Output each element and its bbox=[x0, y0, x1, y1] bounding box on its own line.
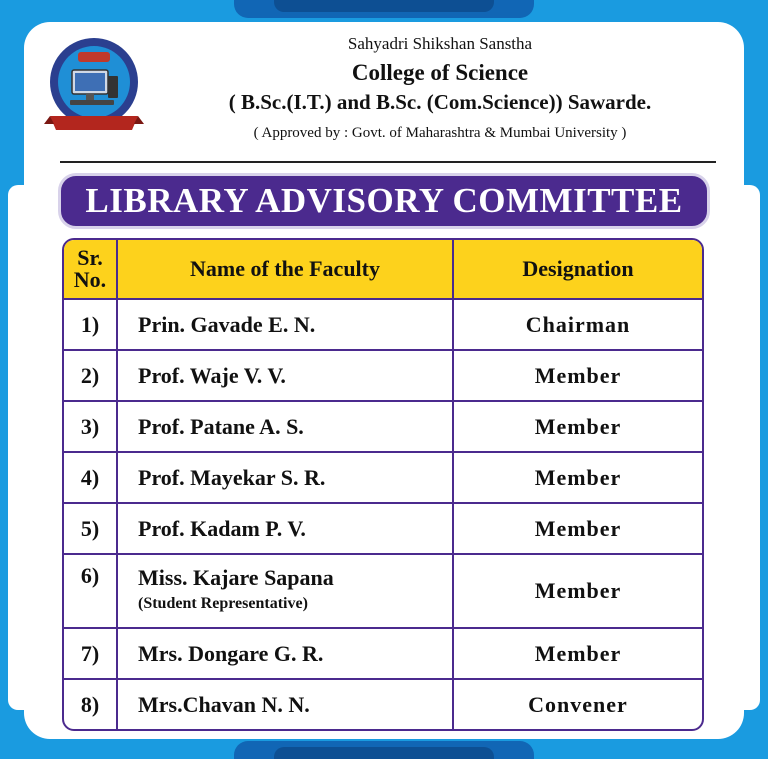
table-row bbox=[64, 680, 702, 729]
college-logo bbox=[44, 36, 144, 136]
row-sr: 5) bbox=[64, 504, 118, 555]
bottom-decoration bbox=[234, 741, 534, 759]
row-name: Miss. Kajare Sapana bbox=[138, 565, 334, 590]
row-designation: Member bbox=[454, 402, 702, 453]
header bbox=[160, 32, 720, 142]
header-sr-line1: Sr. bbox=[77, 245, 103, 270]
row-name-cell bbox=[118, 555, 454, 629]
table-row bbox=[64, 453, 702, 504]
row-designation: Member bbox=[454, 555, 702, 629]
row-name: Prin. Gavade E. N. bbox=[118, 300, 454, 351]
header-divider bbox=[60, 161, 716, 163]
committee-table bbox=[62, 238, 704, 731]
row-name: Prof. Kadam P. V. bbox=[118, 504, 454, 555]
row-sr: 8) bbox=[64, 680, 118, 729]
row-sr: 1) bbox=[64, 300, 118, 351]
row-designation: Member bbox=[454, 629, 702, 680]
table-row bbox=[64, 351, 702, 402]
top-decoration bbox=[234, 0, 534, 18]
row-name: Prof. Patane A. S. bbox=[118, 402, 454, 453]
table-row bbox=[64, 629, 702, 680]
row-sr: 6) bbox=[64, 555, 118, 629]
row-name: Mrs. Dongare G. R. bbox=[118, 629, 454, 680]
table-row bbox=[64, 300, 702, 351]
header-sr-line2: No. bbox=[73, 267, 107, 292]
approval-line: ( Approved by : Govt. of Maharashtra & Mumbai University ) bbox=[253, 125, 627, 141]
table-row bbox=[64, 555, 702, 629]
row-name: Prof. Mayekar S. R. bbox=[118, 453, 454, 504]
header-name: Name of the Faculty bbox=[118, 240, 454, 300]
row-designation: Member bbox=[454, 453, 702, 504]
table-row bbox=[64, 402, 702, 453]
header-designation: Designation bbox=[454, 240, 702, 300]
committee-title-banner: LIBRARY ADVISORY COMMITTEE bbox=[58, 173, 710, 229]
row-designation: Convener bbox=[528, 691, 628, 717]
table-row bbox=[64, 504, 702, 555]
college-name: College of Science bbox=[351, 60, 529, 85]
row-designation: Member bbox=[454, 504, 702, 555]
row-designation: Member bbox=[454, 351, 702, 402]
table-header-row bbox=[64, 240, 702, 300]
row-name: Mrs.Chavan N. N. bbox=[118, 680, 454, 729]
courses-line: ( B.Sc.(I.T.) and B.Sc. (Com.Science)) Sawarde. bbox=[228, 90, 652, 114]
row-name: Prof. Waje V. V. bbox=[118, 351, 454, 402]
organization-name: Sahyadri Shikshan Sanstha bbox=[347, 34, 533, 53]
row-sr: 7) bbox=[64, 629, 118, 680]
row-designation: Chairman bbox=[454, 300, 702, 351]
row-sr: 2) bbox=[64, 351, 118, 402]
row-sr: 4) bbox=[64, 453, 118, 504]
header-sr-no bbox=[64, 240, 118, 300]
row-sr: 3) bbox=[64, 402, 118, 453]
row-name-note: (Student Representative) bbox=[138, 595, 308, 612]
